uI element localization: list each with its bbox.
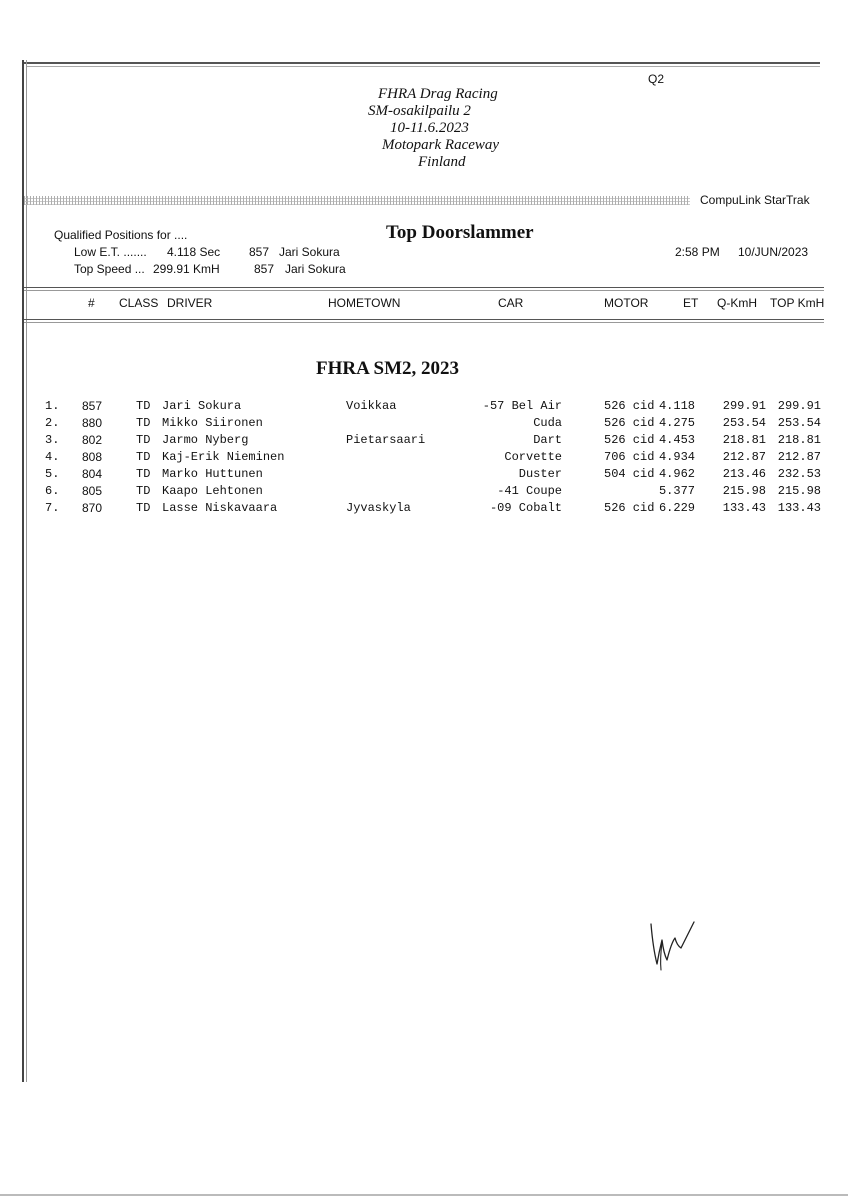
row-top-kmh: 215.98 <box>777 484 821 498</box>
row-car-number: 808 <box>82 450 103 464</box>
row-motor: 526 cid <box>604 416 655 430</box>
row-car: Dart <box>533 433 562 447</box>
row-hometown: Pietarsaari <box>346 433 426 447</box>
row-driver: Jarmo Nyberg <box>162 433 249 447</box>
top-speed-car: 857 <box>254 262 275 276</box>
row-top-kmh: 133.43 <box>777 501 821 515</box>
row-q-kmh: 133.43 <box>722 501 766 515</box>
dotted-separator <box>24 196 690 205</box>
row-class: TD <box>136 484 151 498</box>
col-header-driver: DRIVER <box>167 296 213 310</box>
row-car-number: 870 <box>82 501 103 515</box>
row-position: 4. <box>45 450 60 464</box>
frame-top-line <box>22 62 820 64</box>
col-header-topkmh: TOP KmH <box>770 296 825 310</box>
row-top-kmh: 299.91 <box>777 399 821 413</box>
row-driver: Lasse Niskavaara <box>162 501 278 515</box>
row-class: TD <box>136 399 151 413</box>
event-name: FHRA Drag Racing <box>378 86 498 102</box>
frame-left-line-inner <box>26 60 27 1082</box>
table-row <box>0 450 848 467</box>
table-row <box>0 484 848 501</box>
sheet-id: Q2 <box>648 72 665 86</box>
row-car: -41 Coupe <box>497 484 562 498</box>
row-car-number: 805 <box>82 484 103 498</box>
row-position: 6. <box>45 484 60 498</box>
row-top-kmh: 218.81 <box>777 433 821 447</box>
row-q-kmh: 299.91 <box>722 399 766 413</box>
row-class: TD <box>136 450 151 464</box>
row-driver: Kaapo Lehtonen <box>162 484 263 498</box>
row-class: TD <box>136 467 151 481</box>
low-et-label: Low E.T. ....... <box>74 245 147 259</box>
table-row <box>0 501 848 518</box>
col-header-qkmh: Q-KmH <box>717 296 757 310</box>
event-dates: 10-11.6.2023 <box>390 120 469 136</box>
row-car-number: 802 <box>82 433 103 447</box>
col-header-class: CLASS <box>119 296 159 310</box>
row-driver: Mikko Siironen <box>162 416 263 430</box>
section-title: FHRA SM2, 2023 <box>316 358 460 379</box>
event-header <box>360 86 560 171</box>
row-et: 4.453 <box>658 433 695 447</box>
col-header-motor: MOTOR <box>604 296 649 310</box>
row-class: TD <box>136 501 151 515</box>
row-position: 3. <box>45 433 60 447</box>
header-top-rule <box>24 287 824 288</box>
header-top-rule-inner <box>24 290 824 291</box>
header-bottom-rule <box>24 319 824 320</box>
row-q-kmh: 215.98 <box>722 484 766 498</box>
row-et: 4.118 <box>658 399 695 413</box>
header-bottom-rule-inner <box>24 322 824 323</box>
row-motor: 706 cid <box>604 450 655 464</box>
table-row <box>0 416 848 433</box>
row-q-kmh: 212.87 <box>722 450 766 464</box>
row-hometown: Voikkaa <box>346 399 397 413</box>
top-speed-label: Top Speed ... <box>74 262 145 276</box>
row-top-kmh: 253.54 <box>777 416 821 430</box>
row-motor: 504 cid <box>604 467 655 481</box>
row-class: TD <box>136 433 151 447</box>
row-driver: Marko Huttunen <box>162 467 263 481</box>
row-q-kmh: 253.54 <box>722 416 766 430</box>
table-row <box>0 467 848 484</box>
row-car-number: 857 <box>82 399 103 413</box>
class-title: Top Doorslammer <box>386 222 534 243</box>
event-country: Finland <box>418 154 466 170</box>
row-motor: 526 cid <box>604 501 655 515</box>
row-motor: 526 cid <box>604 433 655 447</box>
row-position: 2. <box>45 416 60 430</box>
row-car: Corvette <box>504 450 562 464</box>
event-venue: Motopark Raceway <box>382 137 500 153</box>
print-date: 10/JUN/2023 <box>738 245 809 259</box>
row-top-kmh: 232.53 <box>777 467 821 481</box>
row-car: -57 Bel Air <box>482 399 562 413</box>
row-position: 5. <box>45 467 60 481</box>
row-et: 6.229 <box>658 501 695 515</box>
row-car-number: 880 <box>82 416 103 430</box>
row-q-kmh: 213.46 <box>722 467 766 481</box>
row-position: 1. <box>45 399 60 413</box>
table-row <box>0 433 848 450</box>
col-header-num: # <box>88 296 95 310</box>
qualified-title: Qualified Positions for .... <box>54 228 188 242</box>
row-et: 4.962 <box>658 467 695 481</box>
handwritten-signature <box>648 912 708 976</box>
row-et: 4.275 <box>658 416 695 430</box>
top-speed-value: 299.91 KmH <box>153 262 220 276</box>
row-hometown: Jyvaskyla <box>346 501 411 515</box>
low-et-driver: Jari Sokura <box>279 245 340 259</box>
vendor-label: CompuLink StarTrak <box>700 193 810 207</box>
col-header-et: ET <box>683 296 699 310</box>
results-table <box>0 399 848 518</box>
col-header-hometown: HOMETOWN <box>328 296 401 310</box>
frame-left-line <box>22 60 24 1082</box>
row-position: 7. <box>45 501 60 515</box>
page-bottom-edge <box>0 1194 848 1196</box>
top-speed-driver: Jari Sokura <box>285 262 346 276</box>
row-car-number: 804 <box>82 467 103 481</box>
print-time: 2:58 PM <box>675 245 720 259</box>
low-et-car: 857 <box>249 245 270 259</box>
row-et: 4.934 <box>658 450 695 464</box>
table-row <box>0 399 848 416</box>
row-motor: 526 cid <box>604 399 655 413</box>
row-car: Cuda <box>533 416 562 430</box>
row-q-kmh: 218.81 <box>722 433 766 447</box>
row-et: 5.377 <box>658 484 695 498</box>
row-top-kmh: 212.87 <box>777 450 821 464</box>
row-class: TD <box>136 416 151 430</box>
row-car: Duster <box>518 467 562 481</box>
event-round: SM-osakilpailu 2 <box>368 103 471 119</box>
row-car: -09 Cobalt <box>489 501 562 515</box>
row-driver: Jari Sokura <box>162 399 242 413</box>
col-header-car: CAR <box>498 296 524 310</box>
frame-top-line-inner <box>26 66 820 67</box>
low-et-value: 4.118 Sec <box>167 245 221 259</box>
row-driver: Kaj-Erik Nieminen <box>162 450 285 464</box>
